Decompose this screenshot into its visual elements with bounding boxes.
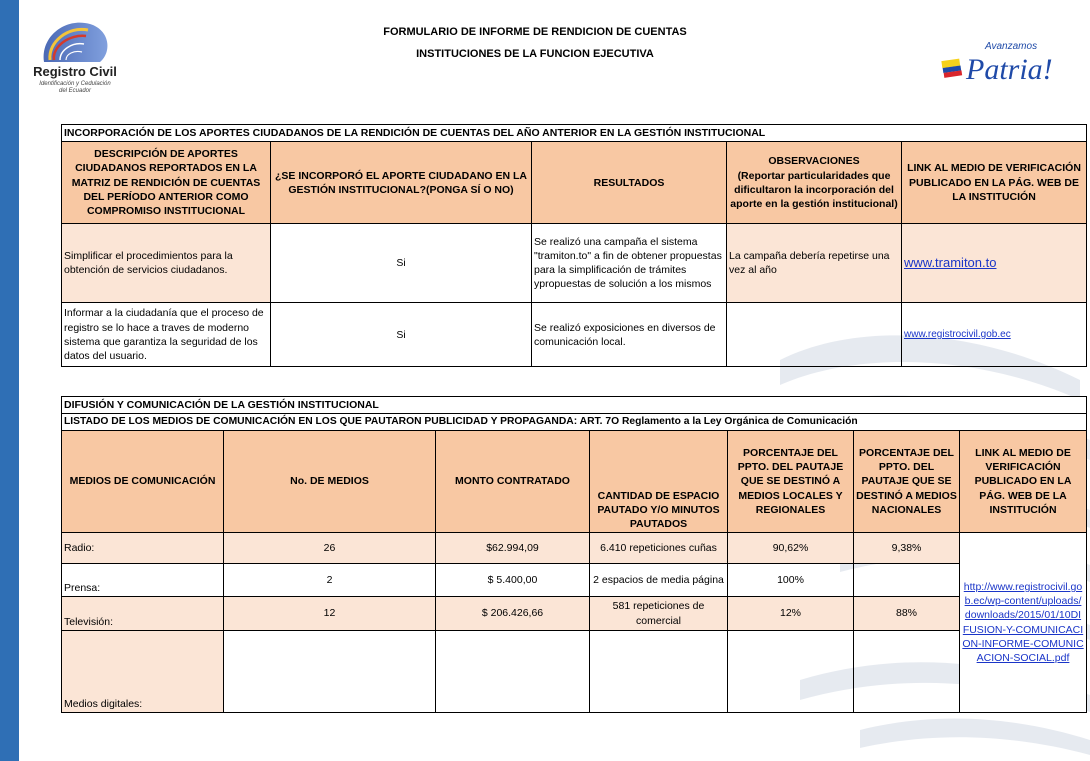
table-row [62, 631, 1087, 713]
row-local [728, 631, 854, 713]
row-medio: Televisión: [62, 597, 224, 631]
header-medios: MEDIOS DE COMUNICACIÓN [62, 431, 224, 533]
logo-name: Registro Civil [33, 64, 117, 79]
aportes-table [61, 124, 1087, 367]
row-resultados: Se realizó exposiciones en diversos de comunicación local. [532, 303, 727, 367]
row-cantidad [590, 631, 728, 713]
row-nacional: 9,38% [854, 533, 960, 564]
row-incorporo: Si [271, 224, 532, 303]
row-descripcion: Simplificar el procedimientos para la obtención de servicios ciudadanos. [62, 224, 271, 303]
row-monto: $ 5.400,00 [436, 564, 590, 597]
avanzamos-patria-logo [940, 35, 1070, 90]
row-medio: Prensa: [62, 564, 224, 597]
header-link: LINK AL MEDIO DE VERIFICACIÓN PUBLICADO EN LA PÁG. WEB DE LA INSTITUCIÓN [902, 142, 1087, 224]
row-observaciones: La campaña debería repetirse una vez al año [727, 224, 902, 303]
form-subtitle: INSTITUCIONES DE LA FUNCION EJECUTIVA [416, 48, 654, 60]
header-nacional: PORCENTAJE DEL PPTO. DEL PAUTAJE QUE SE DESTINÓ A MEDIOS NACIONALES [854, 431, 960, 533]
table-row [62, 533, 1087, 564]
header-link-difusion: LINK AL MEDIO DE VERIFICACIÓN PUBLICADO EN LA PÁG. WEB DE LA INSTITUCIÓN [960, 431, 1087, 533]
header-numero: No. DE MEDIOS [224, 431, 436, 533]
logo-right-main: Patria! [966, 53, 1053, 86]
row-local: 12% [728, 597, 854, 631]
row-local: 90,62% [728, 533, 854, 564]
section-title-aportes: INCORPORACIÓN DE LOS APORTES CIUDADANOS DE LA RENDICIÓN DE CUENTAS DEL AÑO ANTERIOR EN LA GESTIÓN INSTITUCIONAL [62, 125, 1087, 142]
header-descripcion: DESCRIPCIÓN DE APORTES CIUDADANOS REPORTADOS EN LA MATRIZ DE RENDICIÓN DE CUENTAS DEL PERÍODO ANTERIOR COMO COMPROMISO INSTITUCIONAL [62, 142, 271, 224]
header-local: PORCENTAJE DEL PPTO. DEL PAUTAJE QUE SE DESTINÓ A MEDIOS LOCALES Y REGIONALES [728, 431, 854, 533]
logo-subtitle-2: del Ecuador [58, 88, 92, 94]
difusion-table [61, 396, 1087, 713]
row-descripcion: Informar a la ciudadanía que el proceso de registro se lo hace a traves de moderno sistema que garantiza la seguridad de los datos del usuario. [62, 303, 271, 367]
row-monto [436, 631, 590, 713]
link-registrocivil[interactable]: www.registrocivil.gob.ec [904, 328, 1011, 340]
header-resultados: RESULTADOS [532, 142, 727, 224]
link-tramiton[interactable]: www.tramiton.to [904, 255, 997, 271]
logo-subtitle-1: Identificación y Cedulación [39, 81, 111, 87]
row-medio: Radio: [62, 533, 224, 564]
link-difusion-pdf[interactable]: http://www.registrocivil.gob.ec/wp-content/uploads/downloads/2015/01/10DIFUSION-Y-COMUNICACION-INFORME-COMUNICACION-SOCIAL.pdf [962, 581, 1084, 664]
row-nacional [854, 631, 960, 713]
table-row [62, 303, 1087, 367]
row-local: 100% [728, 564, 854, 597]
row-monto: $ 206.426,66 [436, 597, 590, 631]
table-row [62, 564, 1087, 597]
row-resultados: Se realizó una campaña el sistema "tramiton.to" a fin de obtener propuestas para la simplificación de trámites ypropuestas de solución a los mismos [532, 224, 727, 303]
section-title-difusion: DIFUSIÓN Y COMUNICACIÓN DE LA GESTIÓN INSTITUCIONAL [62, 397, 1087, 414]
table-row [62, 224, 1087, 303]
row-numero: 26 [224, 533, 436, 564]
table-row [62, 597, 1087, 631]
header-cantidad: CANTIDAD DE ESPACIO PAUTADO Y/O MINUTOS PAUTADOS [590, 431, 728, 533]
row-nacional [854, 564, 960, 597]
row-numero: 12 [224, 597, 436, 631]
left-accent-bar [0, 0, 19, 761]
row-cantidad: 6.410 repeticiones cuñas [590, 533, 728, 564]
row-cantidad: 2 espacios de media página [590, 564, 728, 597]
row-monto: $62.994,09 [436, 533, 590, 564]
section-subtitle-listado: LISTADO DE LOS MEDIOS DE COMUNICACIÓN EN LOS QUE PAUTARON PUBLICIDAD Y PROPAGANDA: ART. 7O Reglamento a la Ley Orgánica de Comunicación [62, 414, 1087, 431]
row-observaciones [727, 303, 902, 367]
header-observaciones: OBSERVACIONES (Reportar particularidades que dificultaron la incorporación del aporte en la gestión institucional) [727, 142, 902, 224]
row-nacional: 88% [854, 597, 960, 631]
logo-right-top: Avanzamos [985, 41, 1038, 52]
row-numero [224, 631, 436, 713]
row-cantidad: 581 repeticiones de comercial [590, 597, 728, 631]
header-monto: MONTO CONTRATADO [436, 431, 590, 533]
row-medio: Medios digitales: [62, 631, 224, 713]
header-incorporo: ¿SE INCORPORÓ EL APORTE CIUDADANO EN LA GESTIÓN INSTITUCIONAL?(PONGA SÍ O NO) [271, 142, 532, 224]
registro-civil-logo [30, 12, 120, 100]
row-incorporo: Si [271, 303, 532, 367]
row-numero: 2 [224, 564, 436, 597]
form-title: FORMULARIO DE INFORME DE RENDICION DE CUENTAS [383, 26, 687, 38]
